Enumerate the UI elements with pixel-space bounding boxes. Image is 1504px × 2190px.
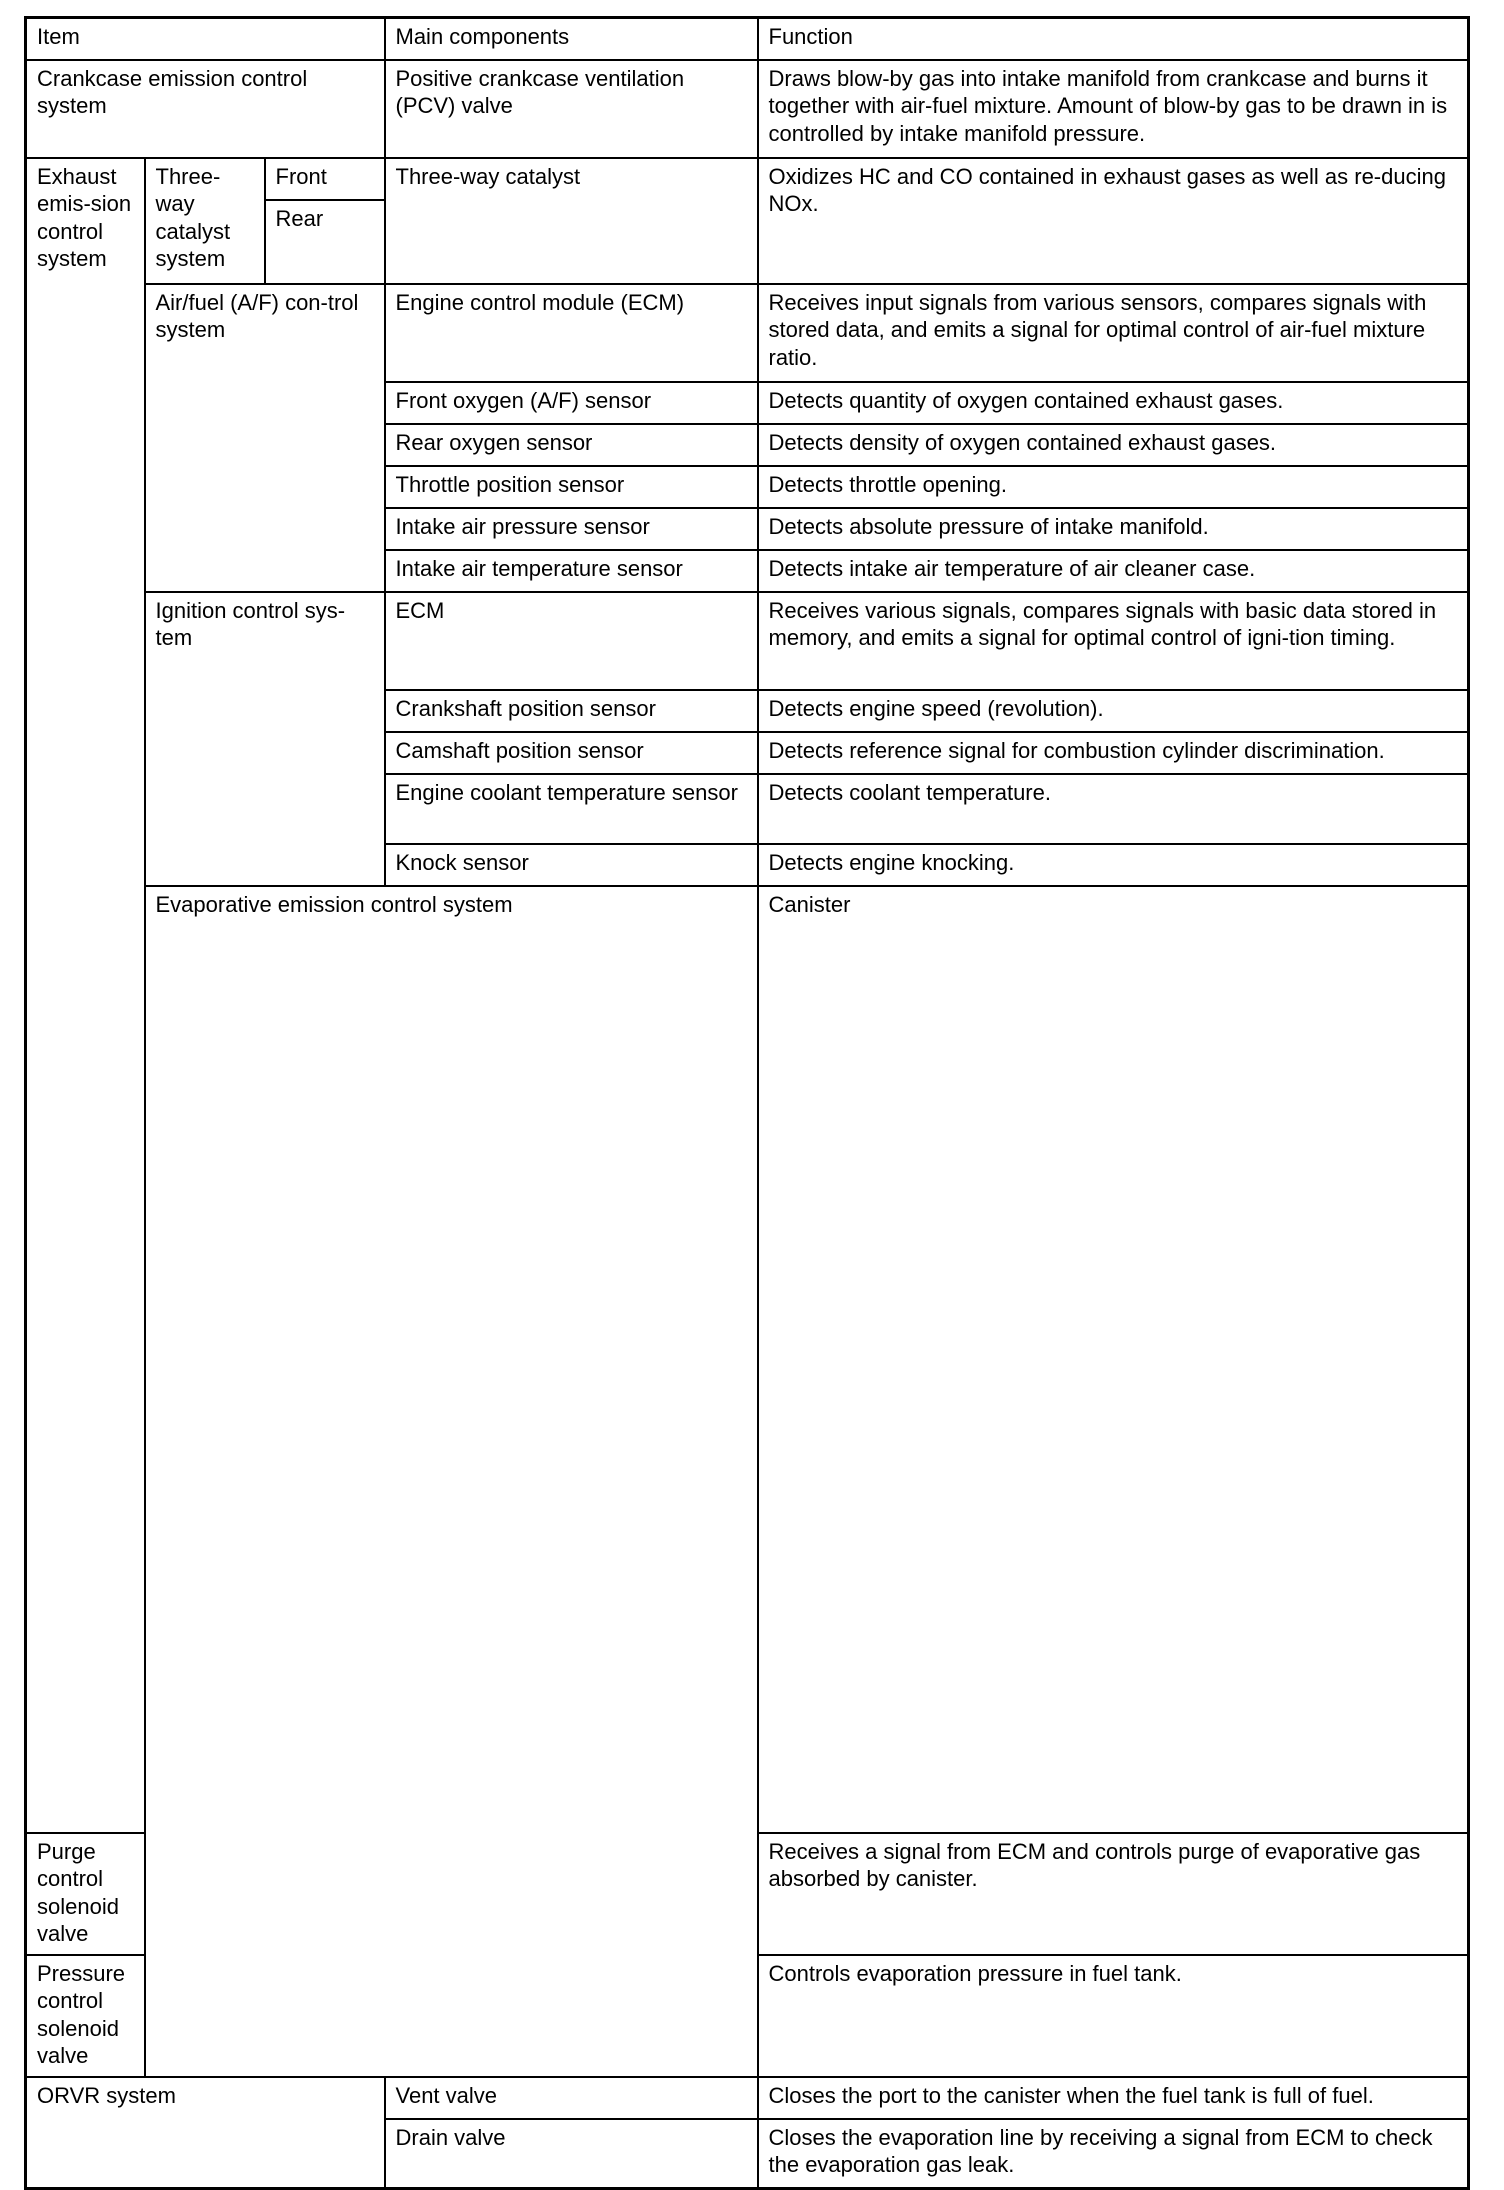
component-cell: Intake air pressure sensor xyxy=(385,508,758,550)
table-row xyxy=(26,592,1469,690)
position-rear: Rear xyxy=(265,200,385,284)
function-cell: Detects quantity of oxygen contained exhaust gases. xyxy=(758,382,1469,424)
table-row xyxy=(26,284,1469,382)
component-cell: Camshaft position sensor xyxy=(385,732,758,774)
function-cell: Oxidizes HC and CO contained in exhaust gases as well as re-ducing NOx. xyxy=(758,158,1469,284)
subsystem-ignition-control: Ignition control sys-tem xyxy=(145,592,385,886)
component-cell: Canister xyxy=(758,886,1469,1833)
function-cell: Receives input signals from various sensors, compares signals with stored data, and emits a signal for optimal control of air-fuel mixture ratio. xyxy=(758,284,1469,382)
function-cell: Detects throttle opening. xyxy=(758,466,1469,508)
component-cell: Throttle position sensor xyxy=(385,466,758,508)
component-cell: Pressure control solenoid valve xyxy=(26,1955,145,2077)
item-exhaust: Exhaust emis-sion control system xyxy=(26,158,145,1833)
function-cell: Controls evaporation pressure in fuel tank. xyxy=(758,1955,1469,2077)
emission-control-table xyxy=(24,16,1470,2190)
component-cell: Engine coolant temperature sensor xyxy=(385,774,758,844)
table-row xyxy=(26,2077,1469,2119)
subsystem-three-way-catalyst: Three-way catalyst system xyxy=(145,158,265,284)
subsystem-af-control: Air/fuel (A/F) con-trol system xyxy=(145,284,385,592)
header-item: Item xyxy=(26,18,385,60)
position-front: Front xyxy=(265,158,385,200)
function-cell: Detects density of oxygen contained exhaust gases. xyxy=(758,424,1469,466)
function-cell: Detects absolute pressure of intake manifold. xyxy=(758,508,1469,550)
component-cell: Rear oxygen sensor xyxy=(385,424,758,466)
function-cell: Detects engine speed (revolution). xyxy=(758,690,1469,732)
table-row xyxy=(26,60,1469,158)
component-cell: Drain valve xyxy=(385,2119,758,2189)
function-cell: Detects reference signal for combustion cylinder discrimination. xyxy=(758,732,1469,774)
component-cell: Three-way catalyst xyxy=(385,158,758,284)
function-cell: Draws blow-by gas into intake manifold from crankcase and burns it together with air-fuel mixture. Amount of blow-by gas to be drawn in is controlled by intake manifold pressure. xyxy=(758,60,1469,158)
table-row xyxy=(26,886,1469,1833)
header-row xyxy=(26,18,1469,60)
table-row xyxy=(26,158,1469,200)
component-cell: Knock sensor xyxy=(385,844,758,886)
function-cell: Receives a signal from ECM and controls purge of evaporative gas absorbed by canister. xyxy=(758,1833,1469,1955)
function-cell: Detects intake air temperature of air cleaner case. xyxy=(758,550,1469,592)
function-cell: Receives various signals, compares signals with basic data stored in memory, and emits a signal for optimal control of igni-tion timing. xyxy=(758,592,1469,690)
component-cell: Vent valve xyxy=(385,2077,758,2119)
header-main-components: Main components xyxy=(385,18,758,60)
function-cell: Closes the port to the canister when the fuel tank is full of fuel. xyxy=(758,2077,1469,2119)
item-orvr: ORVR system xyxy=(26,2077,385,2189)
function-cell: Detects engine knocking. xyxy=(758,844,1469,886)
header-function: Function xyxy=(758,18,1469,60)
component-cell: Engine control module (ECM) xyxy=(385,284,758,382)
function-cell: Detects coolant temperature. xyxy=(758,774,1469,844)
function-cell: Closes the evaporation line by receiving a signal from ECM to check the evaporation gas leak. xyxy=(758,2119,1469,2189)
component-cell: Positive crankcase ventilation (PCV) valve xyxy=(385,60,758,158)
item-evaporative: Evaporative emission control system xyxy=(145,886,758,2077)
component-cell: Crankshaft position sensor xyxy=(385,690,758,732)
item-crankcase: Crankcase emission control system xyxy=(26,60,385,158)
component-cell: Purge control solenoid valve xyxy=(26,1833,145,1955)
component-cell: ECM xyxy=(385,592,758,690)
component-cell: Intake air temperature sensor xyxy=(385,550,758,592)
component-cell: Front oxygen (A/F) sensor xyxy=(385,382,758,424)
